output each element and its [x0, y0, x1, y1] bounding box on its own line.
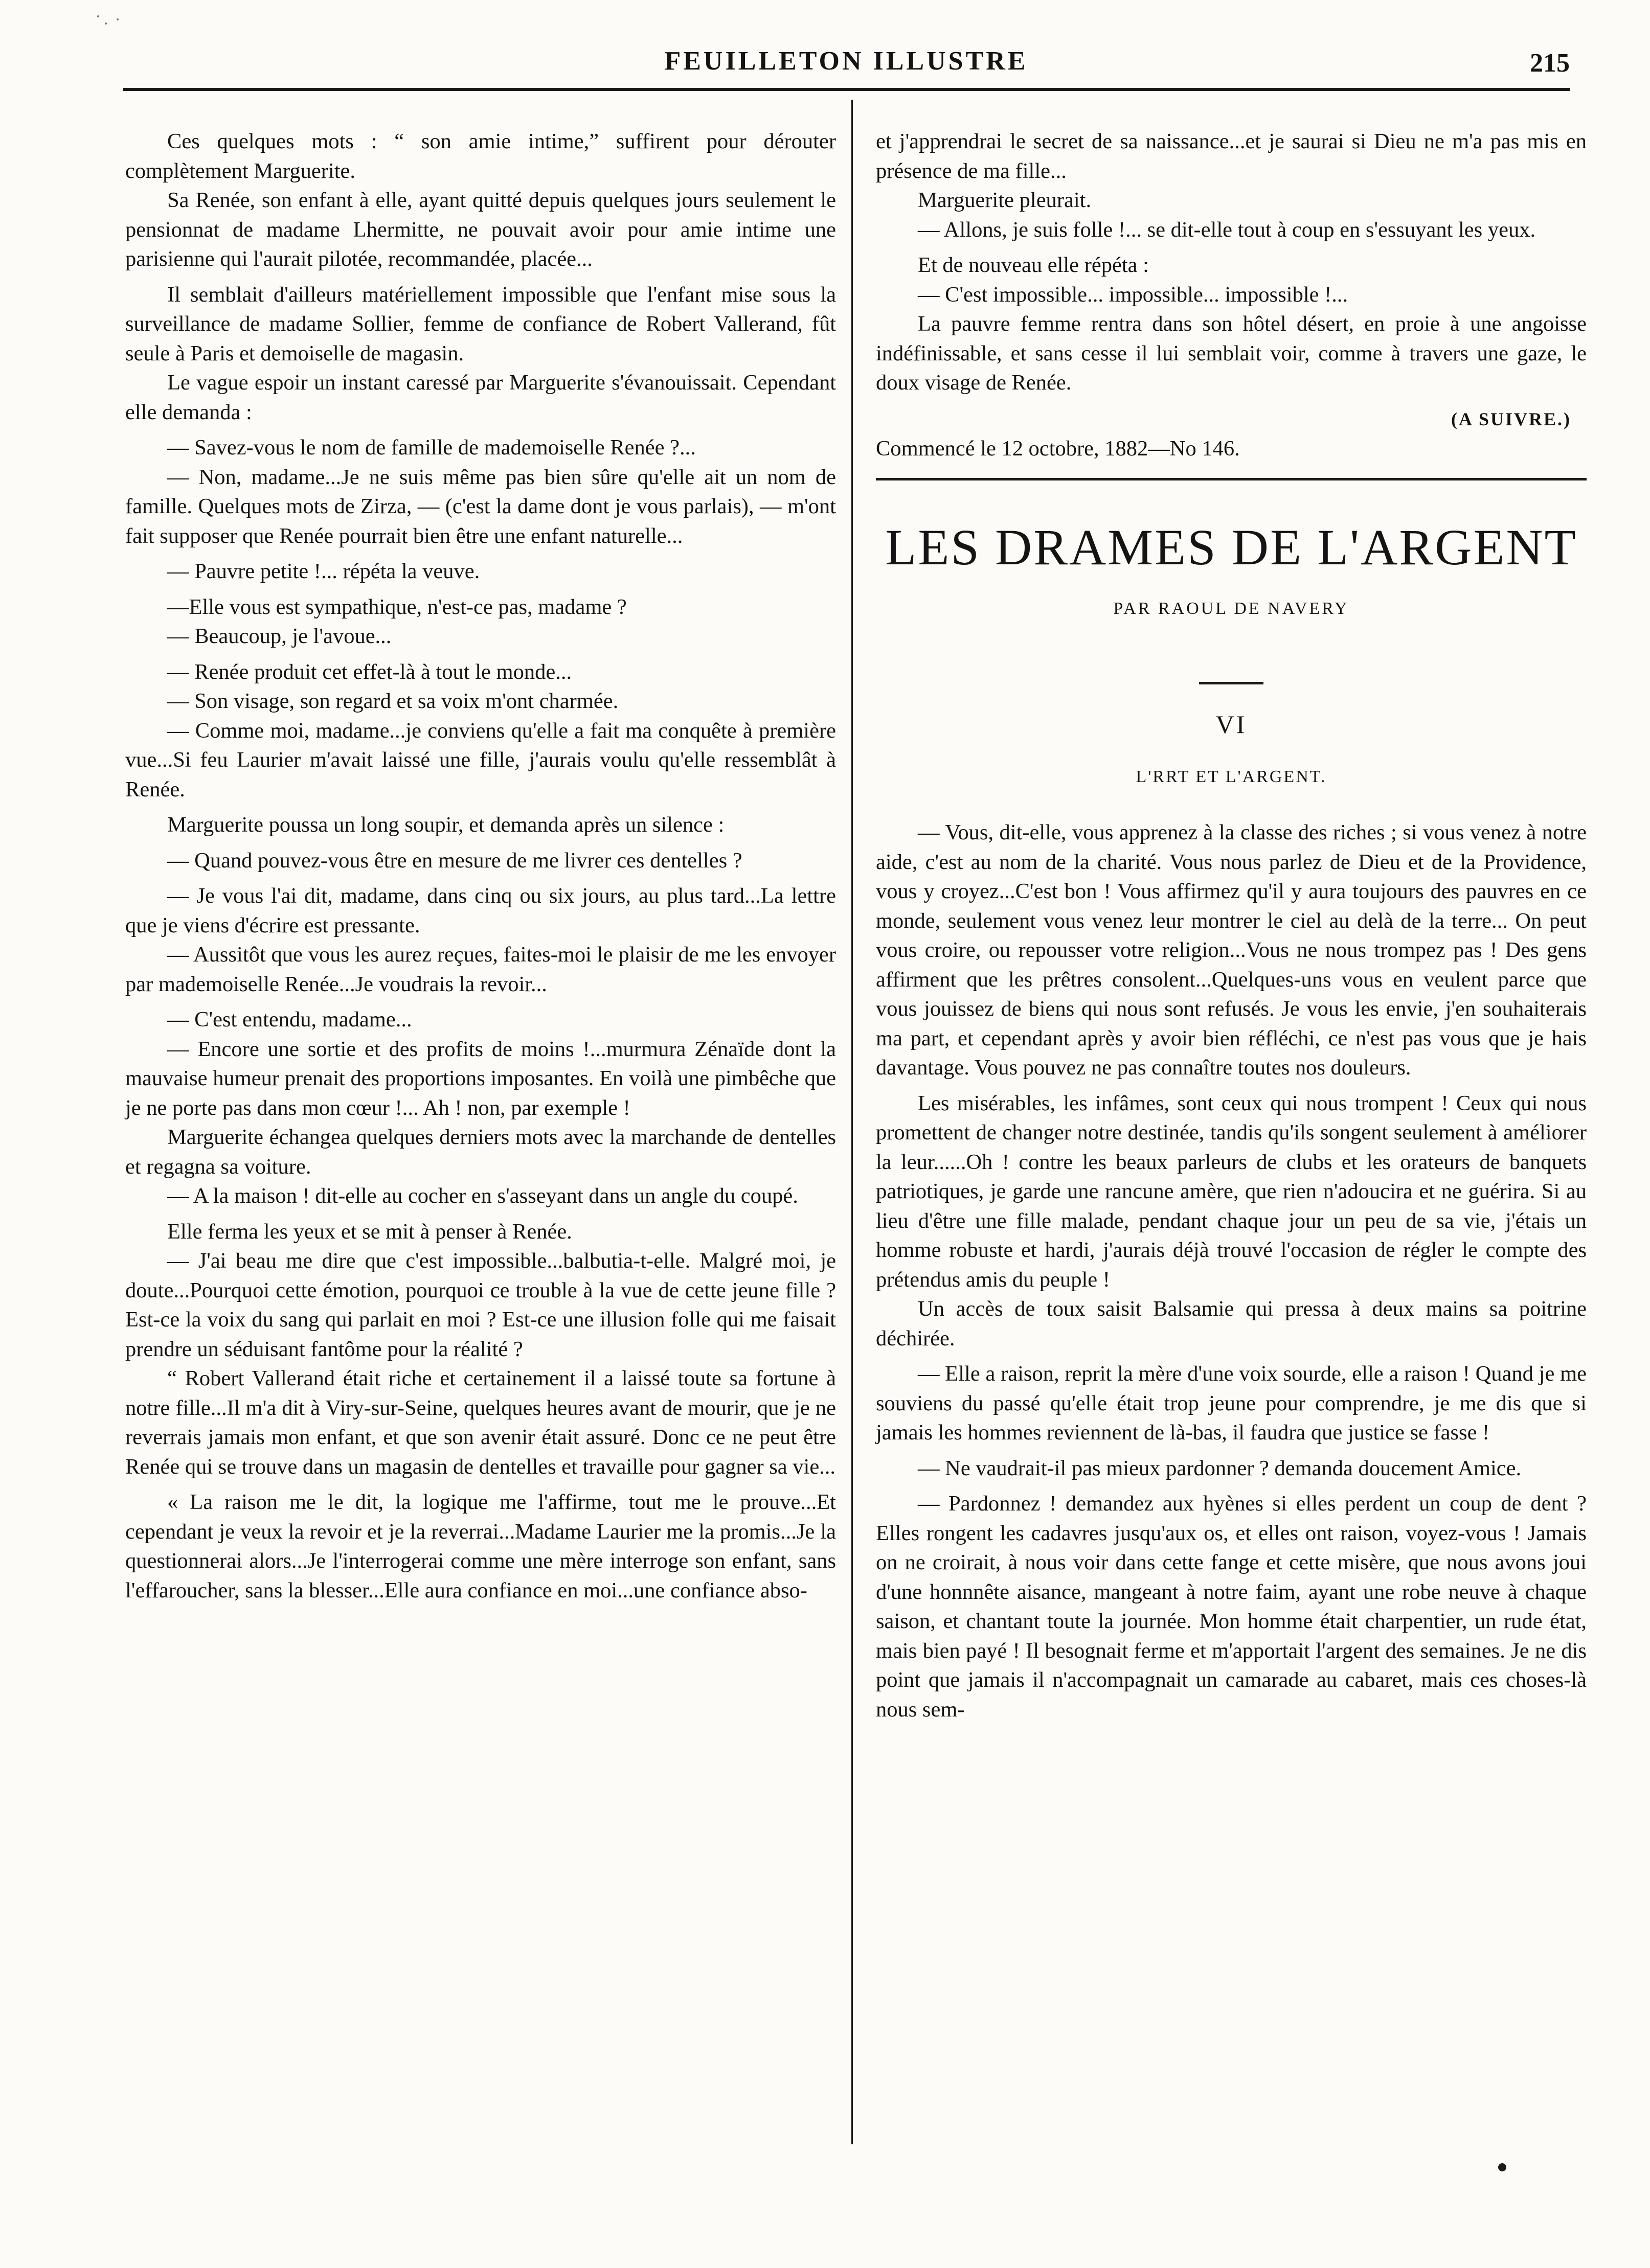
paragraph: — Comme moi, madame...je conviens qu'elle a fait ma conquête à première vue...Si feu Laurier m'avait laissé une fille, j'aurais voulu qu'elle ressemblât à Renée.	[125, 718, 836, 801]
paragraph: — Encore une sortie et des profits de moins !...murmura Zénaïde dont la mauvaise humeur prenait des proportions imposantes. En voilà une pimbêche que je ne porte pas dans mon cœur !... Ah ! non, par exemple !	[125, 1037, 836, 1120]
page-number: 215	[1530, 49, 1570, 78]
story-title: LES DRAMES DE L'ARGENT	[885, 518, 1577, 576]
paragraph: Il semblait d'ailleurs matériellement impossible que l'enfant mise sous la surveillance de madame Sollier, femme de confiance de Robert Vallerand, fût seule à Paris et demoiselle de magasin.	[125, 282, 836, 365]
paragraph: Marguerite poussa un long soupir, et demanda après un silence :	[167, 813, 725, 837]
story-byline: PAR RAOUL DE NAVERY	[1113, 599, 1349, 618]
paragraph: “ Robert Vallerand était riche et certainement il a laissé toute sa fortune à notre fille...Il m'a dit à Viry-sur-Seine, quelques heures avant de mourir, que je ne reverrais jamais mon enfant, et que son avenir était assuré. Donc ce ne peut être Renée qui se trouve dans un magasin de dentelles et travaille pour gagner sa vie...	[125, 1366, 836, 1479]
paragraph: Le vague espoir un instant caressé par Marguerite s'évanouissait. Cependant elle demanda :	[125, 371, 836, 424]
paragraph: Et de nouveau elle répéta :	[918, 253, 1149, 277]
paragraph: —Elle vous est sympathique, n'est-ce pas, madame ?	[167, 594, 627, 619]
paragraph: — Vous, dit-elle, vous apprenez à la classe des riches ; si vous venez à notre aide, c'est au nom de la charité. Vous nous parlez de Dieu et de la Providence, vous y croyez...C'est bon ! Vous affirmez qu'il y aura toujours des pauvres en ce monde, seulement vous venez leur montrer le ciel au delà de la terre... On peut vous croire, ou repousser votre religion...Vous ne nous trompez pas ! Des gens affirment que les prêtres consolent...Quelques-uns vous en veulent parce que vous jouissez de biens qui nous sont refusés. Je vous les envie, j'en souhaiterais ma part, et cependant après y avoir bien réfléchi, ce n'est pas vous que je hais davantage. Vous pouvez ne pas connaître toutes nos douleurs.	[876, 820, 1587, 1080]
short-rule	[1199, 682, 1263, 684]
paragraph: « La raison me le dit, la logique me l'affirme, tout me le prouve...Et cependant je veux la revoir et je la reverrai...Madame Laurier me la promis...Je la questionnerai alors...Je l'interrogerai comme une mère interroge son enfant, sans l'effaroucher, sans la blesser...Elle aura confiance en moi...une confiance abso-	[125, 1490, 836, 1602]
paragraph: Un accès de toux saisit Balsamie qui pressa à deux mains sa poitrine déchirée.	[876, 1297, 1587, 1350]
paragraph: — J'ai beau me dire que c'est impossible...balbutia-t-elle. Malgré moi, je doute...Pourquoi cette émotion, pourquoi ce trouble à la vue de cette jeune fille ? Est-ce la voix du sang qui parlait en moi ? Est-ce une illusion folle qui me faisait prendre un séduisant fantôme pour la réalité ?	[125, 1249, 836, 1361]
paragraph: — Son visage, son regard et sa voix m'ont charmée.	[167, 689, 619, 713]
paragraph: Ces quelques mots : “ son amie intime,” suffirent pour dérouter complètement Marguerite.	[125, 129, 836, 183]
paragraph: — C'est entendu, madame...	[167, 1007, 412, 1032]
a-suivre-note: (A SUIVRE.)	[1451, 408, 1571, 429]
print-speck	[117, 18, 119, 20]
paragraph: et j'apprendrai le secret de sa naissance...et je saurai si Dieu ne m'a pas mis en présence de ma fille...	[876, 129, 1587, 183]
paragraph: — Savez-vous le nom de famille de mademoiselle Renée ?...	[167, 436, 696, 460]
column-divider	[851, 100, 853, 2144]
chapter-title: L'RRT ET L'ARGENT.	[1136, 767, 1327, 786]
print-speck	[97, 15, 99, 17]
paragraph: Marguerite échangea quelques derniers mots avec la marchande de dentelles et regagna sa voiture.	[125, 1125, 836, 1179]
paragraph: — Non, madame...Je ne suis même pas bien sûre qu'elle ait un nom de famille. Quelques mots de Zirza, — (c'est la dame dont je vous parlais), — m'ont fait supposer que Renée pourrait bien être une enfant naturelle...	[125, 465, 836, 548]
paragraph: Marguerite pleurait.	[918, 188, 1092, 212]
start-date-note: Commencé le 12 octobre, 1882—No 146.	[876, 437, 1240, 461]
chapter-number: VI	[1215, 710, 1247, 739]
paragraph: — Elle a raison, reprit la mère d'une voix sourde, elle a raison ! Quand je me souviens du passé qu'elle était trop jeune pour comprendre, je me dis que si jamais les hommes reviennent de là-bas, il faudra que justice se fasse !	[876, 1362, 1587, 1445]
page-header	[123, 36, 1570, 82]
paragraph: — Je vous l'ai dit, madame, dans cinq ou six jours, au plus tard...La lettre que je viens d'écrire est pressante.	[125, 884, 836, 937]
paragraph: Sa Renée, son enfant à elle, ayant quitté depuis quelques jours seulement le pensionnat de madame Lhermitte, ne pouvait avoir pour amie intime une parisienne qui l'aurait pilotée, recommandée, placée...	[125, 188, 836, 271]
left-column	[125, 127, 836, 1605]
paragraph: — Ne vaudrait-il pas mieux pardonner ? demanda doucement Amice.	[918, 1456, 1522, 1480]
paragraph: — Renée produit cet effet-là à tout le monde...	[167, 659, 572, 684]
paragraph: Les misérables, les infâmes, sont ceux qui nous trompent ! Ceux qui nous promettent de changer notre destinée, tandis qu'ils songent seulement à améliorer la leur......Oh ! contre les beaux parleurs de clubs et les orateurs de banquets patriotiques, je garde une rancune amère, que rien n'adoucira et ne guérira. Si au lieu d'être une fille malade, pendant chaque jour un peu de sa vie, j'étais un homme robuste et hardi, j'aurais déjà trouvé l'occasion de régler le compte des prétendus amis du peuple !	[876, 1091, 1587, 1292]
paragraph: — Pauvre petite !... répéta la veuve.	[167, 559, 480, 583]
paragraph: — A la maison ! dit-elle au cocher en s'asseyant dans un angle du coupé.	[167, 1184, 798, 1208]
paragraph: — Quand pouvez-vous être en mesure de me livrer ces dentelles ?	[167, 848, 742, 873]
paragraph: Elle ferma les yeux et se mit à penser à Renée.	[167, 1219, 572, 1244]
paragraph: — Pardonnez ! demandez aux hyènes si elles perdent un coup de dent ? Elles rongent les cadavres jusqu'aux os, et elles ont raison, voyez-vous ! Jamais on ne croirait, à nous voir dans cette fange et cette misère, que nous avons joui d'une honnnête aisance, mangeant à notre faim, ayant une robe neuve à chaque saison, et chantant toute la journée. Mon homme était charpentier, un rude état, mais bien payé ! Il besognait ferme et m'apportait l'argent des semaines. Je ne dis point que jamais il n'accompagnait un camarade au cabaret, mais ces choses-là nous sem-	[876, 1492, 1587, 1722]
running-title: FEUILLETON ILLUSTRE	[664, 47, 1028, 76]
right-column	[876, 127, 1587, 1724]
paragraph: — Beaucoup, je l'avoue...	[167, 624, 392, 648]
header-rule	[123, 88, 1570, 91]
ink-dot	[1498, 2163, 1506, 2171]
section-rule	[876, 478, 1587, 480]
paragraph: La pauvre femme rentra dans son hôtel désert, en proie à une angoisse indéfinissable, et sans cesse il lui semblait voir, comme à travers une gaze, le doux visage de Renée.	[876, 312, 1587, 395]
print-speck	[105, 22, 107, 25]
paragraph: — Aussitôt que vous les aurez reçues, faites-moi le plaisir de me les envoyer par mademoiselle Renée...Je voudrais la revoir...	[125, 943, 836, 996]
paragraph: — C'est impossible... impossible... impossible !...	[918, 282, 1348, 307]
paragraph: — Allons, je suis folle !... se dit-elle tout à coup en s'essuyant les yeux.	[918, 217, 1536, 242]
